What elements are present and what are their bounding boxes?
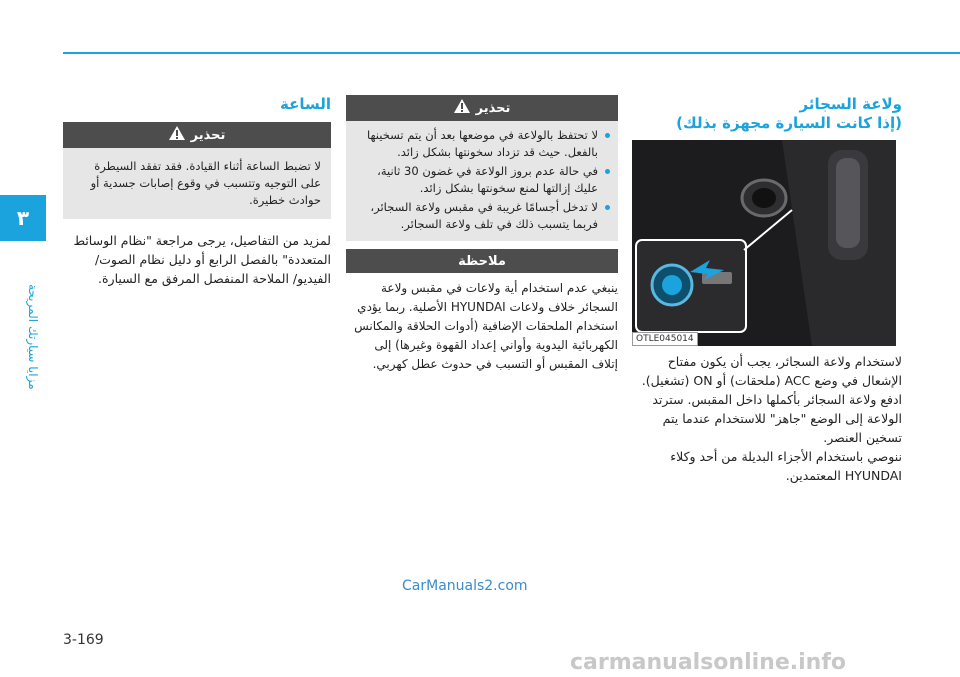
- warning-body: [346, 121, 618, 241]
- cigarette-lighter-section: [632, 95, 902, 141]
- note-text: ينبغي عدم استخدام أية ولاعات في مقبس ولاعة السجائر خلاف ولاعات HYUNDAI الأصلية. ربما يؤدي استخدام الملحقات الإضافية (أدوات الحلاقة والمكانس الكهربائية اليدوية وأواني إعداد القهوة وغيرها) إلى إتلاف المقبس أو التسبب في حدوث عطل كهربي.: [354, 281, 618, 371]
- clock-warning-body: لا تضبط الساعة أثناء القيادة. فقد تفقد السيطرة على التوجيه وتتسبب في وقوع إصابات جسدية أو حوادث خطيرة.: [90, 159, 321, 207]
- clock-warning-box: [63, 122, 331, 219]
- watermark-top[interactable]: CarManuals2.com: [402, 578, 528, 594]
- cigarette-lighter-photo: [632, 140, 896, 346]
- cigarette-lighter-text: [632, 352, 902, 485]
- warning-header: [346, 95, 618, 121]
- watermark-bottom: carmanualsonline.info: [570, 650, 846, 675]
- clock-section: [63, 95, 331, 288]
- page-number: 3-169: [63, 632, 104, 648]
- warning-triangle-icon: [454, 99, 470, 117]
- chapter-title: مزايا سيارتك المريحة: [26, 284, 40, 390]
- console-illustration: [632, 140, 896, 346]
- clock-warning-header: [63, 122, 331, 148]
- heading-line-2: (إذا كانت السيارة مجهزة بذلك): [676, 114, 902, 132]
- clock-heading: الساعة: [279, 95, 331, 113]
- lighter-paragraph-2: ادفع ولاعة السجائر بأكملها داخل المقبس. سترتد الولاعة إلى الوضع "جاهز" للاستخدام عندما يتم تسخين العنصر.: [652, 392, 902, 445]
- chapter-tab: ٣: [0, 195, 46, 241]
- lighter-paragraph-3: ننوصي باستخدام الأجزاء البديلة من أحد وكلاء HYUNDAI المعتمدين.: [670, 449, 902, 483]
- heading-line-1: ولاعة السجائر: [799, 95, 902, 113]
- warning-item: في حالة عدم بروز الولاعة في غضون 30 ثانية، عليك إزالتها لمنع سخونتها بشكل زائد.: [354, 163, 610, 197]
- lighter-warning-box: [346, 95, 618, 241]
- clock-paragraph: لمزيد من التفاصيل، يرجى مراجعة "نظام الوسائط المتعددة" بالفصل الرابع أو دليل نظام الصوت/ الفيديو/ الملاحة المنفصل المرفق مع السيارة.: [73, 233, 331, 286]
- cigarette-lighter-heading: [632, 95, 902, 133]
- photo-code: OTLE045014: [632, 332, 698, 346]
- lighter-paragraph-1: لاستخدام ولاعة السجائر، يجب أن يكون مفتاح الإشعال في وضع ACC (ملحقات) أو ON (تشغيل).: [641, 354, 902, 388]
- warning-triangle-icon: [169, 126, 185, 144]
- warning-item: لا تحتفظ بالولاعة في موضعها بعد أن يتم تسخينها بالفعل. حيث قد تزداد سخونتها بشكل زائد.: [354, 127, 610, 161]
- note-header: ملاحظة: [346, 249, 618, 273]
- warning-item: لا تدخل أجسامًا غريبة في مقبس ولاعة السجائر، فربما يتسبب ذلك في تلف ولاعة السجائر.: [354, 199, 610, 233]
- warning-label: تحذير: [475, 100, 511, 116]
- top-rule: [63, 52, 960, 54]
- lighter-warning-column: [346, 95, 618, 374]
- clock-warning-label: تحذير: [190, 127, 226, 143]
